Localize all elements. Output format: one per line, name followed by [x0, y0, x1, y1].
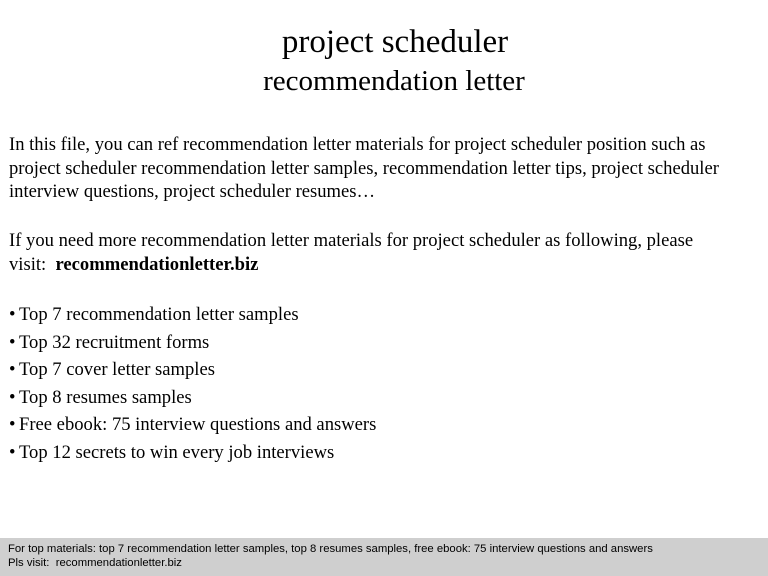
- footer-visit-label: Pls visit:: [8, 557, 50, 569]
- footer-site-link[interactable]: recommendationletter.biz: [55, 557, 182, 569]
- visit-text: If you need more recommendation letter materials for project scheduler as following, please visit:: [9, 230, 694, 275]
- page-title: [0, 22, 768, 100]
- list-item: [9, 356, 761, 384]
- list-item-text: Top 7 recommendation letter samples: [19, 304, 299, 325]
- list-item-text: Top 7 cover letter samples: [19, 359, 215, 381]
- materials-list: [9, 301, 761, 467]
- list-item: [9, 301, 761, 329]
- visit-paragraph: [9, 229, 761, 276]
- bullet-marker: •: [9, 359, 16, 381]
- footer-line-2: [8, 556, 768, 570]
- list-item: [9, 439, 761, 467]
- title-line-1: project scheduler: [281, 24, 509, 60]
- footer-bar: [0, 538, 768, 576]
- bullet-marker: •: [9, 304, 16, 325]
- bullet-marker: •: [9, 331, 16, 353]
- list-item-text: Top 32 recruitment forms: [19, 331, 210, 353]
- document-body: [9, 133, 761, 467]
- title-line-2: recommendation letter: [263, 65, 525, 97]
- bullet-marker: •: [9, 441, 16, 463]
- list-item-text: Top 8 resumes samples: [19, 386, 192, 408]
- visit-site-link[interactable]: recommendationletter.biz: [55, 253, 259, 275]
- intro-paragraph: In this file, you can ref recommendation letter materials for project scheduler position such as project scheduler recommendation letter samples, recommendation letter tips, project scheduler interview questions, project scheduler resumes…: [9, 134, 719, 202]
- list-item: [9, 384, 761, 412]
- list-item-text: Top 12 secrets to win every job interviews: [19, 441, 335, 463]
- list-item: [9, 411, 761, 439]
- footer-line-1: For top materials: top 7 recommendation letter samples, top 8 resumes samples, free ebook: 75 interview questions and answers: [8, 543, 653, 555]
- bullet-marker: •: [9, 386, 16, 408]
- list-item-text: Free ebook: 75 interview questions and answers: [19, 414, 377, 436]
- bullet-marker: •: [9, 414, 16, 436]
- list-item: [9, 329, 761, 357]
